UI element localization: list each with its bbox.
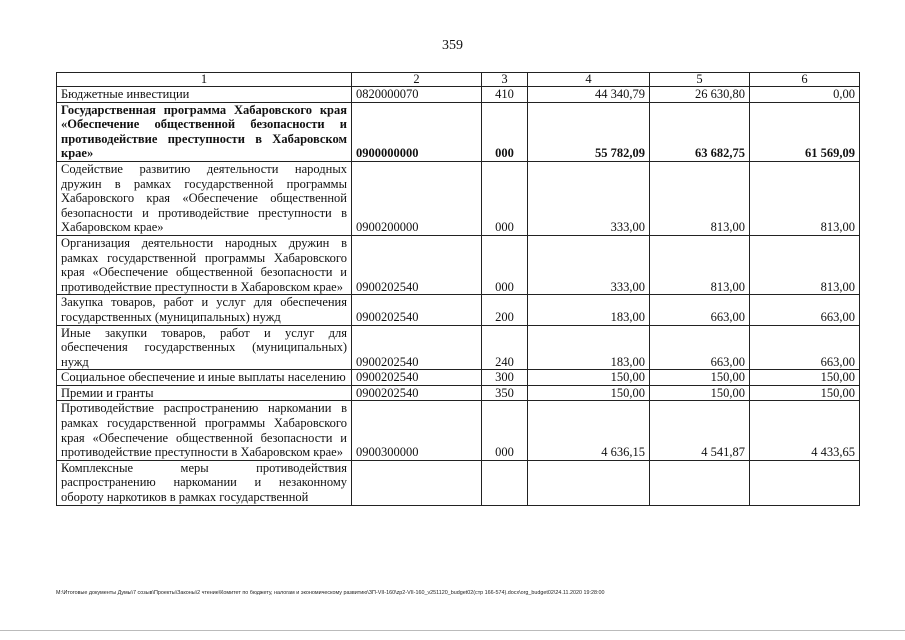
expense-type-cell: 000 xyxy=(482,102,528,161)
amount-cell: 26 630,80 xyxy=(650,87,750,103)
amount-cell: 333,00 xyxy=(528,235,650,294)
amount-cell: 663,00 xyxy=(750,295,860,325)
amount-cell: 4 636,15 xyxy=(528,401,650,460)
amount-cell: 61 569,09 xyxy=(750,102,860,161)
item-name-cell: Иные закупки товаров, работ и услуг для обеспечения государственных (муниципальных) нужд xyxy=(57,325,352,370)
amount-cell: 150,00 xyxy=(650,370,750,386)
table-row xyxy=(57,161,860,235)
header-cell: 5 xyxy=(650,73,750,87)
target-code-cell: 0900202540 xyxy=(352,235,482,294)
target-code-cell: 0900300000 xyxy=(352,401,482,460)
header-cell: 2 xyxy=(352,73,482,87)
header-cell: 4 xyxy=(528,73,650,87)
file-path-footer: M:\Итоговые документы Думы\7 созыв\Проекты\Законы\2 чтение\Комитет по бюджету, налогам и экономическому развитию\ЗП-VII-160\zp2-VII-160_v251120_budget02(стр 166-574).docx\org_budget02\24.11.2020 19:28:00 xyxy=(56,590,605,596)
table-row xyxy=(57,460,860,505)
budget-table xyxy=(56,72,860,506)
amount-cell: 663,00 xyxy=(650,325,750,370)
amount-cell xyxy=(528,460,650,505)
page-number: 359 xyxy=(442,38,463,53)
amount-cell: 0,00 xyxy=(750,87,860,103)
amount-cell: 150,00 xyxy=(528,385,650,401)
table-row xyxy=(57,325,860,370)
item-name-cell: Бюджетные инвестиции xyxy=(57,87,352,103)
target-code-cell: 0900000000 xyxy=(352,102,482,161)
amount-cell: 150,00 xyxy=(528,370,650,386)
expense-type-cell: 410 xyxy=(482,87,528,103)
table-row xyxy=(57,401,860,460)
target-code-cell: 0900202540 xyxy=(352,370,482,386)
header-cell: 6 xyxy=(750,73,860,87)
amount-cell: 150,00 xyxy=(750,370,860,386)
expense-type-cell: 350 xyxy=(482,385,528,401)
amount-cell: 813,00 xyxy=(750,235,860,294)
target-code-cell xyxy=(352,460,482,505)
item-name-cell: Государственная программа Хабаровского края «Обеспечение общественной безопасности и противодействие преступности в Хабаровском крае» xyxy=(57,102,352,161)
table-row xyxy=(57,385,860,401)
amount-cell: 813,00 xyxy=(650,235,750,294)
scan-edge-divider xyxy=(0,630,905,631)
expense-type-cell: 240 xyxy=(482,325,528,370)
amount-cell: 4 541,87 xyxy=(650,401,750,460)
table-row xyxy=(57,235,860,294)
target-code-cell: 0820000070 xyxy=(352,87,482,103)
amount-cell xyxy=(750,460,860,505)
item-name-cell: Премии и гранты xyxy=(57,385,352,401)
amount-cell: 63 682,75 xyxy=(650,102,750,161)
amount-cell: 4 433,65 xyxy=(750,401,860,460)
header-cell: 1 xyxy=(57,73,352,87)
expense-type-cell: 000 xyxy=(482,401,528,460)
expense-type-cell: 200 xyxy=(482,295,528,325)
table-row xyxy=(57,87,860,103)
expense-type-cell xyxy=(482,460,528,505)
table-row xyxy=(57,370,860,386)
header-row xyxy=(57,73,860,87)
table-row xyxy=(57,295,860,325)
target-code-cell: 0900202540 xyxy=(352,295,482,325)
amount-cell: 150,00 xyxy=(650,385,750,401)
amount-cell: 44 340,79 xyxy=(528,87,650,103)
header-cell: 3 xyxy=(482,73,528,87)
item-name-cell: Комплексные меры противодействия распространению наркомании и незаконному обороту наркотиков в рамках государственной xyxy=(57,460,352,505)
item-name-cell: Социальное обеспечение и иные выплаты населению xyxy=(57,370,352,386)
item-name-cell: Закупка товаров, работ и услуг для обеспечения государственных (муниципальных) нужд xyxy=(57,295,352,325)
expense-type-cell: 000 xyxy=(482,235,528,294)
amount-cell: 183,00 xyxy=(528,325,650,370)
amount-cell: 333,00 xyxy=(528,161,650,235)
item-name-cell: Организация деятельности народных дружин в рамках государственной программы Хабаровского края «Обеспечение общественной безопасности и противодействие преступности в Хабаровском крае» xyxy=(57,235,352,294)
table-row xyxy=(57,102,860,161)
target-code-cell: 0900200000 xyxy=(352,161,482,235)
amount-cell: 55 782,09 xyxy=(528,102,650,161)
amount-cell: 813,00 xyxy=(650,161,750,235)
target-code-cell: 0900202540 xyxy=(352,385,482,401)
amount-cell: 183,00 xyxy=(528,295,650,325)
item-name-cell: Противодействие распространению наркомании в рамках государственной программы Хабаровского края «Обеспечение общественной безопасности и противодействие преступности в Хабаровском крае» xyxy=(57,401,352,460)
table-body xyxy=(57,73,860,506)
amount-cell: 813,00 xyxy=(750,161,860,235)
amount-cell: 150,00 xyxy=(750,385,860,401)
item-name-cell: Содействие развитию деятельности народных дружин в рамках государственной программы Хабаровского края «Обеспечение общественной безопасности и противодействие преступности в Хабаровском крае» xyxy=(57,161,352,235)
amount-cell xyxy=(650,460,750,505)
amount-cell: 663,00 xyxy=(650,295,750,325)
expense-type-cell: 000 xyxy=(482,161,528,235)
amount-cell: 663,00 xyxy=(750,325,860,370)
target-code-cell: 0900202540 xyxy=(352,325,482,370)
expense-type-cell: 300 xyxy=(482,370,528,386)
